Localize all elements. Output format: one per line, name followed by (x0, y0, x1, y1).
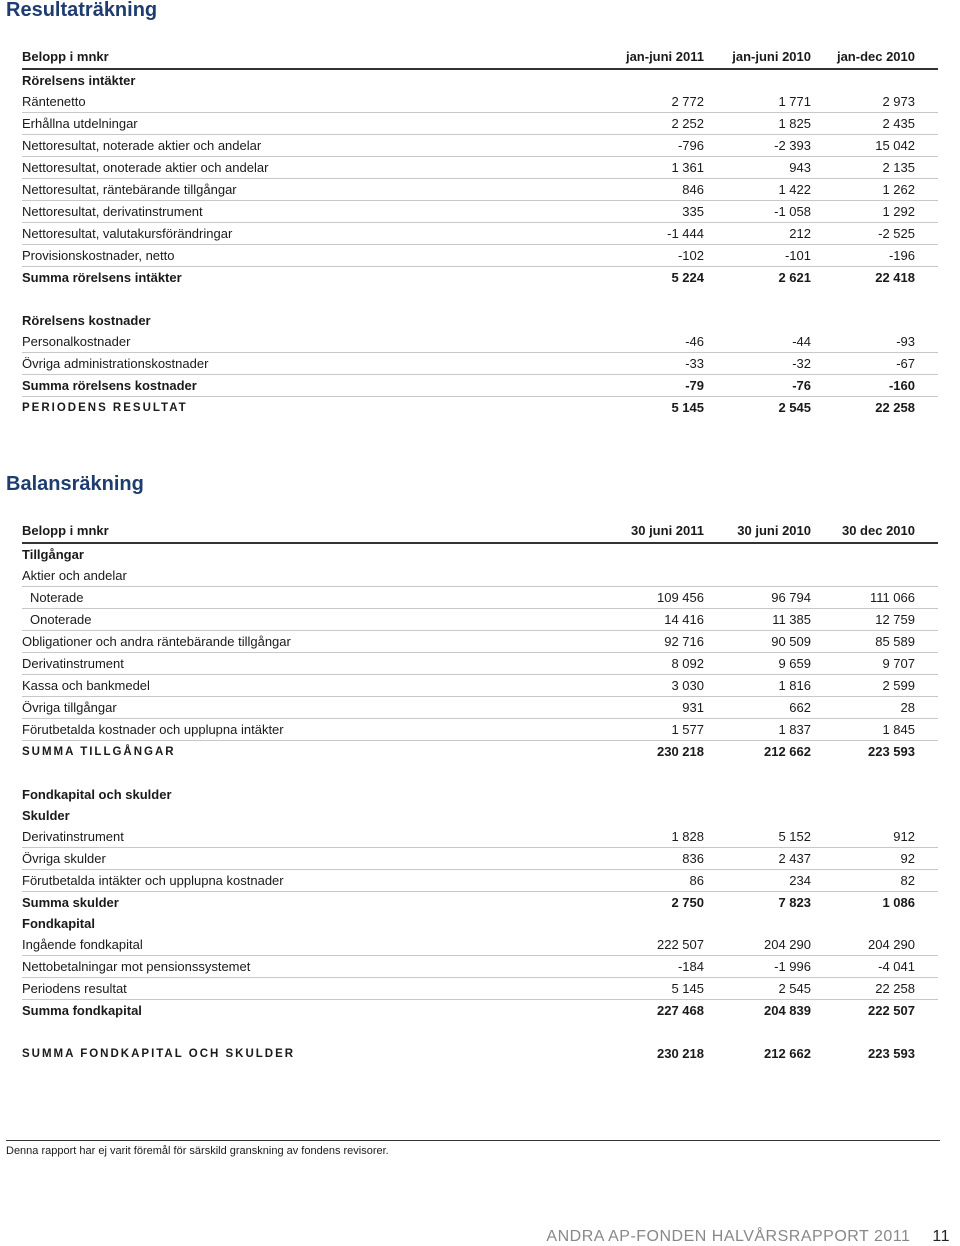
row-label: Obligationer och andra räntebärande tillgångar (22, 634, 291, 649)
row-label: Ingående fondkapital (22, 937, 143, 952)
row-value-2: 2 545 (778, 981, 811, 996)
header-col-3: jan-dec 2010 (836, 48, 915, 64)
table-row (22, 978, 938, 1000)
footnote: Denna rapport har ej varit föremål för särskild granskning av fondens revisorer. (6, 1140, 940, 1157)
table-row (22, 805, 938, 826)
table-row (22, 245, 938, 267)
row-label: Summa skulder (22, 895, 119, 910)
row-value-2: 1 816 (778, 678, 811, 693)
row-label: Nettoresultat, noterade aktier och andelar (22, 138, 262, 153)
row-value-2: 212 (789, 226, 811, 241)
row-value-1: 846 (682, 182, 704, 197)
row-value-2: 1 422 (778, 182, 811, 197)
table-header-row (22, 518, 938, 544)
table-row (22, 267, 938, 288)
header-label: Belopp i mnkr (22, 522, 109, 538)
table-row (22, 135, 938, 157)
row-value-1: 2 750 (671, 895, 704, 910)
row-value-1: 2 252 (671, 116, 704, 131)
row-value-1: -33 (685, 356, 704, 371)
row-value-3: 1 292 (882, 204, 915, 219)
table-row (22, 675, 938, 697)
table-row (22, 870, 938, 892)
row-label: Övriga administrationskostnader (22, 356, 209, 371)
income-statement-table (22, 44, 938, 418)
row-value-1: -79 (685, 378, 704, 393)
table-row (22, 331, 938, 353)
row-value-1: 5 224 (671, 270, 704, 285)
row-value-1: 836 (682, 851, 704, 866)
row-value-3: 15 042 (875, 138, 915, 153)
row-label: Nettoresultat, valutakursförändringar (22, 226, 233, 241)
row-label: Periodens resultat (22, 981, 127, 996)
row-value-3: 92 (900, 851, 915, 866)
row-value-3: 22 418 (875, 270, 915, 285)
row-label: Nettobetalningar mot pensionssystemet (22, 959, 251, 974)
table-row (22, 353, 938, 375)
header-col-2: 30 juni 2010 (737, 522, 811, 538)
row-value-3: -160 (888, 378, 915, 393)
row-label: Erhållna utdelningar (22, 116, 138, 131)
page-footer (546, 1228, 950, 1246)
row-value-3: -4 041 (878, 959, 915, 974)
row-label: Förutbetalda kostnader och upplupna intäkter (22, 722, 284, 737)
row-value-2: -2 393 (774, 138, 811, 153)
row-value-2: 96 794 (771, 590, 811, 605)
row-value-1: -102 (677, 248, 704, 263)
row-value-2: 204 290 (764, 937, 811, 952)
row-value-1: 92 716 (664, 634, 704, 649)
row-value-3: -2 525 (878, 226, 915, 241)
row-value-1: 5 145 (671, 981, 704, 996)
table-row (22, 223, 938, 245)
row-value-3: 1 845 (882, 722, 915, 737)
table-row (22, 397, 938, 418)
row-value-1: 1 828 (671, 829, 704, 844)
table-spacer (22, 1021, 938, 1043)
row-value-2: -76 (792, 378, 811, 393)
row-label: SUMMA FONDKAPITAL OCH SKULDER (22, 1047, 296, 1060)
row-value-2: 1 771 (778, 94, 811, 109)
row-value-3: 82 (900, 873, 915, 888)
row-value-2: 2 545 (778, 400, 811, 415)
table-row (22, 375, 938, 397)
row-label: Personalkostnader (22, 334, 131, 349)
row-value-3: 1 262 (882, 182, 915, 197)
row-value-3: 223 593 (868, 744, 915, 759)
row-value-1: 3 030 (671, 678, 704, 693)
page-number: 11 (932, 1228, 950, 1245)
table-row (22, 587, 938, 609)
table-row (22, 848, 938, 870)
row-value-2: 234 (789, 873, 811, 888)
row-label: Övriga skulder (22, 851, 106, 866)
balance-sheet-table (22, 518, 938, 1064)
row-value-1: 1 361 (671, 160, 704, 175)
row-value-2: 204 839 (764, 1003, 811, 1018)
row-label: Summa fondkapital (22, 1003, 142, 1018)
table-row (22, 565, 938, 587)
row-value-2: 662 (789, 700, 811, 715)
row-value-1: 86 (689, 873, 704, 888)
row-value-3: 223 593 (868, 1046, 915, 1061)
row-value-1: 931 (682, 700, 704, 715)
row-value-1: 335 (682, 204, 704, 219)
table-row (22, 956, 938, 978)
header-label: Belopp i mnkr (22, 48, 109, 64)
row-value-3: 111 066 (869, 590, 915, 605)
row-value-3: -93 (896, 334, 915, 349)
row-value-2: 1 837 (778, 722, 811, 737)
row-value-2: -32 (792, 356, 811, 371)
table-header-row (22, 44, 938, 70)
row-label: Rörelsens kostnader (22, 313, 151, 328)
table-row (22, 609, 938, 631)
row-value-2: 90 509 (771, 634, 811, 649)
row-value-3: 204 290 (868, 937, 915, 952)
row-label: Aktier och andelar (22, 568, 127, 583)
row-label: Summa rörelsens kostnader (22, 378, 197, 393)
table-row (22, 719, 938, 741)
row-value-2: -1 996 (774, 959, 811, 974)
table-row (22, 631, 938, 653)
row-label: Provisionskostnader, netto (22, 248, 175, 263)
section-heading (22, 544, 938, 565)
row-value-3: 2 973 (882, 94, 915, 109)
row-value-1: 1 577 (671, 722, 704, 737)
table-row (22, 1043, 938, 1064)
row-value-1: 230 218 (657, 744, 704, 759)
row-value-2: -44 (792, 334, 811, 349)
section-heading (22, 784, 938, 805)
row-label: Noterade (30, 590, 84, 605)
row-value-2: 212 662 (764, 1046, 811, 1061)
row-value-1: 14 416 (664, 612, 704, 627)
row-label: Övriga tillgångar (22, 700, 117, 715)
row-label: Nettoresultat, derivatinstrument (22, 204, 203, 219)
row-label: Rörelsens intäkter (22, 73, 136, 88)
table-spacer (22, 288, 938, 310)
row-value-1: 2 772 (671, 94, 704, 109)
section-heading (22, 913, 938, 934)
row-value-3: 9 707 (882, 656, 915, 671)
row-label: Fondkapital (22, 916, 95, 931)
row-label: Summa rörelsens intäkter (22, 270, 182, 285)
row-label: PERIODENS RESULTAT (22, 401, 188, 414)
row-value-3: 2 135 (882, 160, 915, 175)
row-value-3: -67 (896, 356, 915, 371)
row-label: Räntenetto (22, 94, 86, 109)
income-statement-title: Resultaträkning (6, 0, 158, 21)
row-value-3: 2 599 (882, 678, 915, 693)
row-label: Kassa och bankmedel (22, 678, 150, 693)
table-row (22, 1000, 938, 1021)
table-row (22, 697, 938, 719)
table-row (22, 91, 938, 113)
header-col-2: jan-juni 2010 (732, 48, 811, 64)
row-value-1: -1 444 (667, 226, 704, 241)
row-value-3: 1 086 (882, 895, 915, 910)
row-label: Förutbetalda intäkter och upplupna kostnader (22, 873, 284, 888)
row-label: SUMMA TILLGÅNGAR (22, 745, 176, 758)
table-row (22, 892, 938, 913)
row-value-3: 2 435 (882, 116, 915, 131)
table-row (22, 826, 938, 848)
table-row (22, 653, 938, 675)
row-value-3: 22 258 (875, 400, 915, 415)
row-value-1: -46 (685, 334, 704, 349)
row-value-3: 12 759 (875, 612, 915, 627)
row-label: Onoterade (30, 612, 92, 627)
row-label: Nettoresultat, räntebärande tillgångar (22, 182, 237, 197)
row-label: Skulder (22, 808, 70, 823)
row-value-1: -796 (677, 138, 704, 153)
row-value-2: 943 (789, 160, 811, 175)
table-row (22, 201, 938, 223)
row-value-3: 85 589 (875, 634, 915, 649)
row-value-2: 11 385 (772, 612, 811, 627)
row-value-2: 2 437 (778, 851, 811, 866)
table-row (22, 113, 938, 135)
row-label: Fondkapital och skulder (22, 787, 172, 802)
row-value-1: 227 468 (657, 1003, 704, 1018)
row-value-3: 222 507 (868, 1003, 915, 1018)
row-value-2: 1 825 (778, 116, 811, 131)
row-value-3: 22 258 (875, 981, 915, 996)
row-value-1: 8 092 (671, 656, 704, 671)
row-value-2: 212 662 (764, 744, 811, 759)
table-row (22, 741, 938, 762)
section-heading (22, 70, 938, 91)
row-value-3: -196 (888, 248, 915, 263)
row-value-2: 5 152 (778, 829, 811, 844)
footer-report-title: ANDRA AP-FONDEN HALVÅRSRAPPORT 2011 (546, 1228, 911, 1245)
row-label: Derivatinstrument (22, 656, 124, 671)
row-label: Tillgångar (22, 547, 84, 562)
table-row (22, 934, 938, 956)
balance-sheet-title: Balansräkning (6, 473, 144, 495)
row-value-1: 230 218 (657, 1046, 704, 1061)
header-col-1: jan-juni 2011 (625, 48, 704, 64)
row-value-3: 28 (900, 700, 915, 715)
row-label: Derivatinstrument (22, 829, 124, 844)
row-value-2: -101 (784, 248, 811, 263)
row-value-2: -1 058 (774, 204, 811, 219)
row-value-1: 109 456 (657, 590, 704, 605)
section-heading (22, 310, 938, 331)
row-value-3: 912 (893, 829, 915, 844)
row-value-1: -184 (677, 959, 704, 974)
table-spacer (22, 762, 938, 784)
row-value-1: 5 145 (671, 400, 704, 415)
row-value-1: 222 507 (657, 937, 704, 952)
header-col-3: 30 dec 2010 (841, 522, 915, 538)
table-row (22, 157, 938, 179)
row-value-2: 7 823 (778, 895, 811, 910)
row-value-2: 2 621 (778, 270, 811, 285)
row-label: Nettoresultat, onoterade aktier och andelar (22, 160, 269, 175)
table-row (22, 179, 938, 201)
row-value-2: 9 659 (778, 656, 811, 671)
header-col-1: 30 juni 2011 (631, 522, 704, 538)
